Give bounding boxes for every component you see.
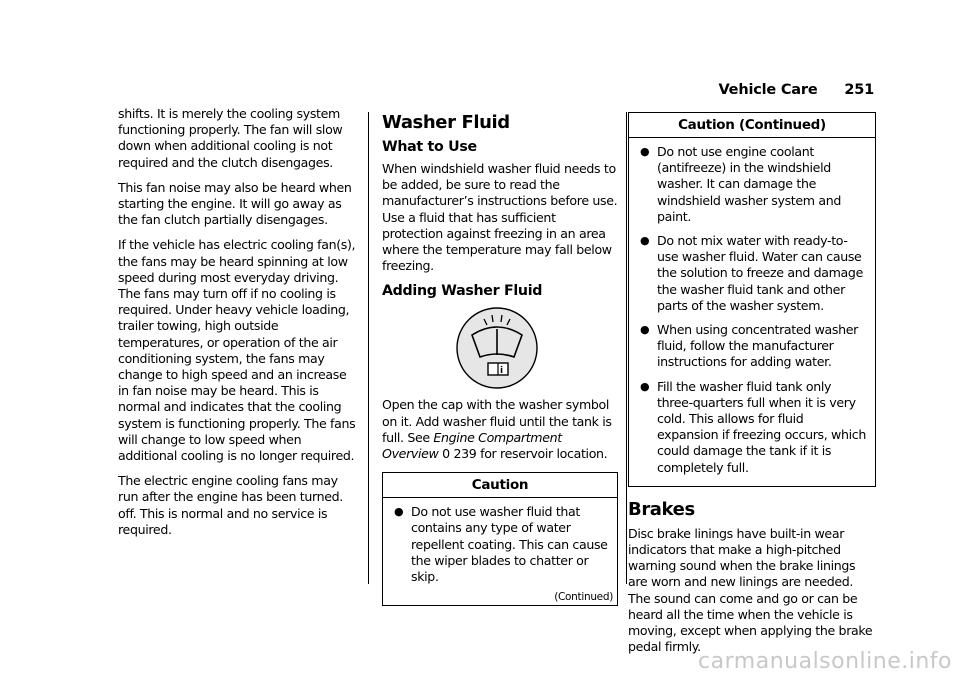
section-title: Vehicle Care [718,82,818,98]
bullet-icon: ● [640,379,650,393]
paragraph: Disc brake linings have built-in wear indicators that make a high-pitched warning sound when the brake linings are worn and new linings are needed. The sound can come and go or can be heard all the time when the vehicle is moving, except when applying the brake pedal firmly. [628,525,873,655]
caution-item: ● Do not use washer fluid that contains any type of water repellent coating. This can cause the wiper blades to chatter or skip. [394,504,608,585]
column-divider [368,112,369,584]
bullet-icon: ● [640,234,650,248]
svg-text:i: i [500,366,504,377]
watermark: carmanualsonline.info [698,649,952,674]
caution-title: Caution [383,473,617,498]
paragraph: shifts. It is merely the cooling system functioning properly. The fan will slow down when additional cooling is not required and the clutch disengages. [118,106,343,170]
column-divider [626,112,627,584]
washer-symbol-figure [382,305,618,389]
bullet-icon: ● [640,145,650,158]
paragraph: If the vehicle has electric cooling fan(s), the fans may be heard spinning at low speed during most everyday driving. The fans may turn off if no cooling is required. Under heavy vehicle loading, trailer towing, high outside temperatures, or operation of the air conditioning system, the fans may change to high speed and an increase in fan noise may be heard. This is normal and indicates that the cooling system is functioning properly. The fans will change to low speed when additional cooling is no longer required. [118,237,356,464]
paragraph: The electric engine cooling fans may run after the engine has been turned. off. This is normal and no service is required. [118,473,343,537]
caution-box [382,472,618,606]
column-3 [628,112,876,664]
bullet-icon: ● [394,505,404,519]
caution-title: Caution (Continued) [629,113,875,138]
section-heading: Brakes [628,498,695,520]
column-2 [382,106,618,606]
subheading: What to Use [382,139,477,155]
subheading: Adding Washer Fluid [382,283,543,300]
continued-label: (Continued) [554,591,613,604]
page-header [718,82,874,98]
section-heading: Washer Fluid [382,112,510,133]
caution-item: ● Do not mix water with ready-to-use washer fluid. Water can cause the solution to freeze and damage the washer fluid tank and other parts of the washer system. [640,233,863,313]
paragraph: This fan noise may also be heard when starting the engine. It will go away as the fan clutch partially disengages. [118,179,352,228]
caution-item: ● Do not use engine coolant (antifreeze) in the windshield washer. It can damage the windshield washer system and paint. [640,144,841,224]
page-number: 251 [844,82,874,98]
bullet-icon: ● [640,323,650,337]
paragraph: Open the cap with the washer symbol on it. Add washer fluid until the tank is full. See Engine Compartment Overview 0 239 for reservoir location. [382,397,612,462]
washer-fluid-icon [454,305,540,391]
caution-box [628,112,876,487]
caution-item: ● When using concentrated washer fluid, follow the manufacturer instructions for adding water. [640,322,858,370]
page-ref: 0 239 [442,446,477,462]
paragraph: When windshield washer fluid needs to be added, be sure to read the manufacturer’s instructions before use. Use a fluid that has sufficient protection against freezing in an area where the temperature may fall below freezing. [382,161,618,274]
cross-reference-link[interactable]: Engine Compartment Overview [382,429,562,462]
column-1 [118,106,356,547]
caution-item: ● Fill the washer fluid tank only three-quarters full when it is very cold. This allows for fluid expansion if freezing occurs, which could damage the tank if it is completely full. [640,378,866,475]
